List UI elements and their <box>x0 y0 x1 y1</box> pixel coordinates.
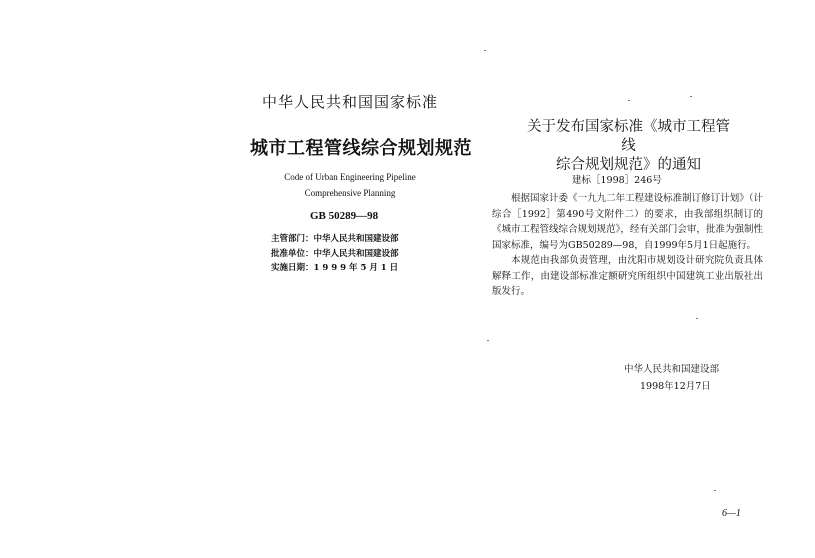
issue-date: 1998年12月7日 <box>640 381 711 392</box>
department-line: 主管部门：中华人民共和国建设部 <box>271 234 399 244</box>
scan-speck <box>714 490 716 491</box>
approver-line: 批准单位：中华人民共和国建设部 <box>271 248 399 259</box>
standard-code: GB 50289—98 <box>310 210 379 222</box>
issuer: 中华人民共和国建设部 <box>624 364 720 375</box>
scan-speck <box>690 96 692 97</box>
document-title: 城市工程管线综合规划规范 <box>250 138 472 159</box>
english-title-line2: Comprehensive Planning <box>304 188 396 198</box>
notice-body <box>492 191 763 300</box>
notice-title-line1: 关于发布国家标准《城市工程管线 <box>527 119 730 154</box>
document-meta <box>271 232 399 276</box>
notice-paragraph-1: 根据国家计委《一九九二年工程建设标准制订修订计划》（计综合［1992］第490号文附件二）的要求，由我部组织制订的《城市工程管线综合规划规范》，经有关部门会审，批准为强制性国家标准，编号为GB50289—98，自1999年5月1日起施行。 <box>492 193 763 251</box>
english-title-line1: Code of Urban Engineering Pipeline <box>284 172 416 182</box>
notice-title <box>521 118 736 175</box>
scan-speck <box>696 318 698 319</box>
english-title <box>265 169 435 201</box>
effective-date-line: 实施日期：1 9 9 9 年 5 月 1 日 <box>271 263 399 273</box>
scan-speck <box>487 340 489 341</box>
notice-title-line2: 综合规划规范》的通知 <box>556 157 701 173</box>
notice-paragraph-2: 本规范由我部负责管理，由沈阳市规划设计研究院负责具体解释工作，由建设部标准定额研究所组织中国建筑工业出版社出版发行。 <box>492 255 763 297</box>
standard-title: 中华人民共和国国家标准 <box>262 93 439 111</box>
scan-speck <box>628 100 630 101</box>
scan-speck <box>484 50 486 51</box>
page-number: 6—1 <box>722 508 741 519</box>
document-number: 建标［1998］246号 <box>572 175 662 186</box>
